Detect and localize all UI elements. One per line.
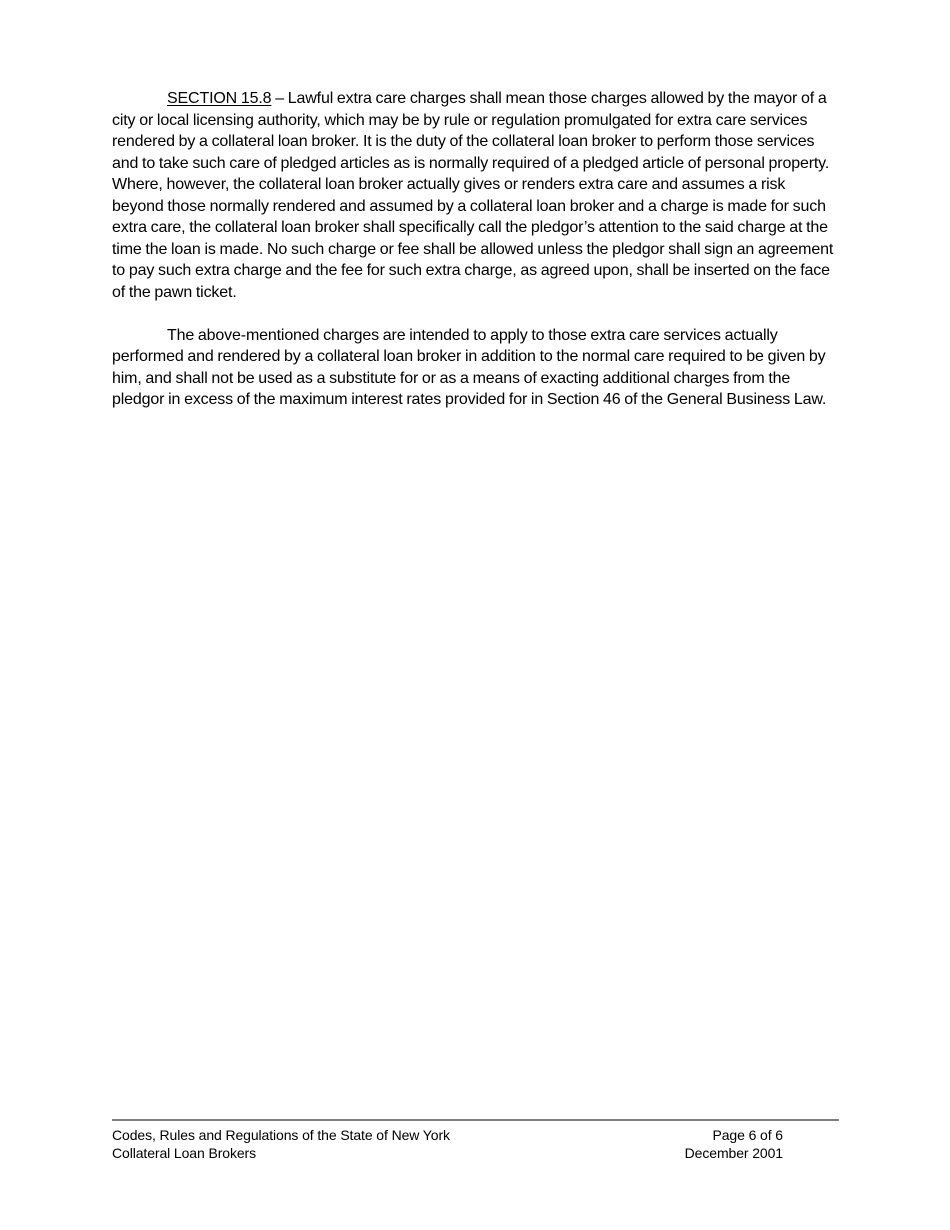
footer-row-2 <box>112 1144 783 1162</box>
section-15-8-paragraph <box>112 88 840 303</box>
footer-page-number: Page 6 of 6 <box>712 1127 783 1143</box>
footer-row-1 <box>112 1126 783 1144</box>
charges-paragraph <box>112 325 840 411</box>
footer-document-subtitle: Collateral Loan Brokers <box>112 1145 256 1161</box>
charges-text: The above-mentioned charges are intended to apply to those extra care services actually performed and rendered by a collateral loan broker in addition to the normal care required to be given by him, and shall not be used as a substitute for or as a means of exacting additional charges from the pledgor in excess of the maximum interest rates provided for in Section 46 of the General Business Law. <box>112 326 827 408</box>
section-heading: SECTION 15.8 <box>167 90 272 107</box>
footer-date: December 2001 <box>684 1145 783 1161</box>
page-footer <box>112 1126 783 1162</box>
section-15-8-text: – Lawful extra care charges shall mean those charges allowed by the mayor of a city or local licensing authority, which may be by rule or regulation promulgated for extra care services rendered by a collateral loan broker. It is the duty of the collateral loan broker to perform those services and to take such care of pledged articles as is normally required of a pledged article of personal property. Where, however, the collateral loan broker actually gives or renders extra care and assumes a risk beyond those normally rendered and assumed by a collateral loan broker and a charge is made for such extra care, the collateral loan broker shall specifically call the pledgor’s attention to the said charge at the time the loan is made. No such charge or fee shall be allowed unless the pledgor shall sign an agreement to pay such extra charge and the fee for such extra charge, as agreed upon, shall be inserted on the face of the pawn ticket. <box>112 90 834 301</box>
footer-divider <box>112 1119 839 1121</box>
footer-document-title: Codes, Rules and Regulations of the State of New York <box>112 1127 450 1143</box>
document-body <box>112 88 840 411</box>
